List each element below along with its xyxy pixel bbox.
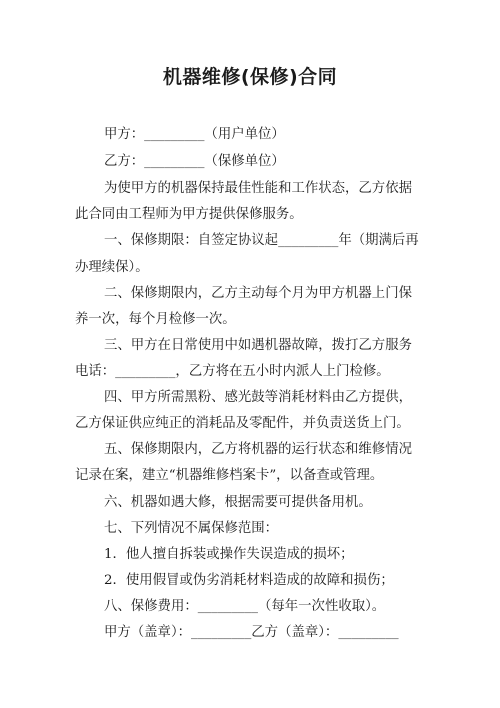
intro-line-1: 为使甲方的机器保持最佳性能和工作状态，乙方依据: [104, 181, 412, 196]
clause-1-line-2: 办理续保）。: [75, 260, 149, 275]
contract-title: 机器维修(保修)合同: [162, 66, 338, 88]
clause-2-line-1: 二、保修期限内，乙方主动每个月为甲方机器上门保: [104, 286, 412, 301]
party-a-line: 甲方：_________（用户单位）: [104, 127, 285, 142]
clause-3-line-2: 电话：_________，乙方将在五小时内派人上门检修。: [75, 364, 390, 379]
clause-4-line-1: 四、甲方所需黑粉、感光鼓等消耗材料由乙方提供，: [104, 390, 412, 405]
signature-line: 甲方（盖章）：_________乙方（盖章）：_________: [104, 625, 399, 640]
clause-3-line-1: 三、甲方在日常使用中如遇机器故障，拨打乙方服务: [104, 338, 412, 353]
party-b-line: 乙方：_________（保修单位）: [104, 154, 285, 169]
clause-6: 六、机器如遇大修，根据需要可提供备用机。: [104, 495, 372, 510]
clause-4-line-2: 乙方保证供应纯正的消耗品及零配件，并负责送货上门。: [75, 416, 410, 431]
clause-5-line-2: 记录在案，建立“机器维修档案卡”，以备查或管理。: [75, 468, 384, 483]
clause-1-line-1: 一、保修期限：自签定协议起_________年（期满后再: [104, 233, 419, 248]
clause-7: 七、下列情况不属保修范围：: [104, 521, 279, 536]
intro-line-2: 此合同由工程师为甲方提供保修服务。: [75, 207, 303, 222]
exclusion-2: 2．使用假冒或伪劣消耗材料造成的故障和损伤；: [104, 573, 394, 588]
clause-2-line-2: 养一次，每个月检修一次。: [75, 312, 236, 327]
exclusion-1: 1．他人擅自拆装或操作失误造成的损坏；: [104, 547, 354, 562]
clause-8: 八、保修费用：_________（每年一次性收取）。: [104, 599, 386, 614]
clause-5-line-1: 五、保修期限内，乙方将机器的运行状态和维修情况: [104, 442, 412, 457]
